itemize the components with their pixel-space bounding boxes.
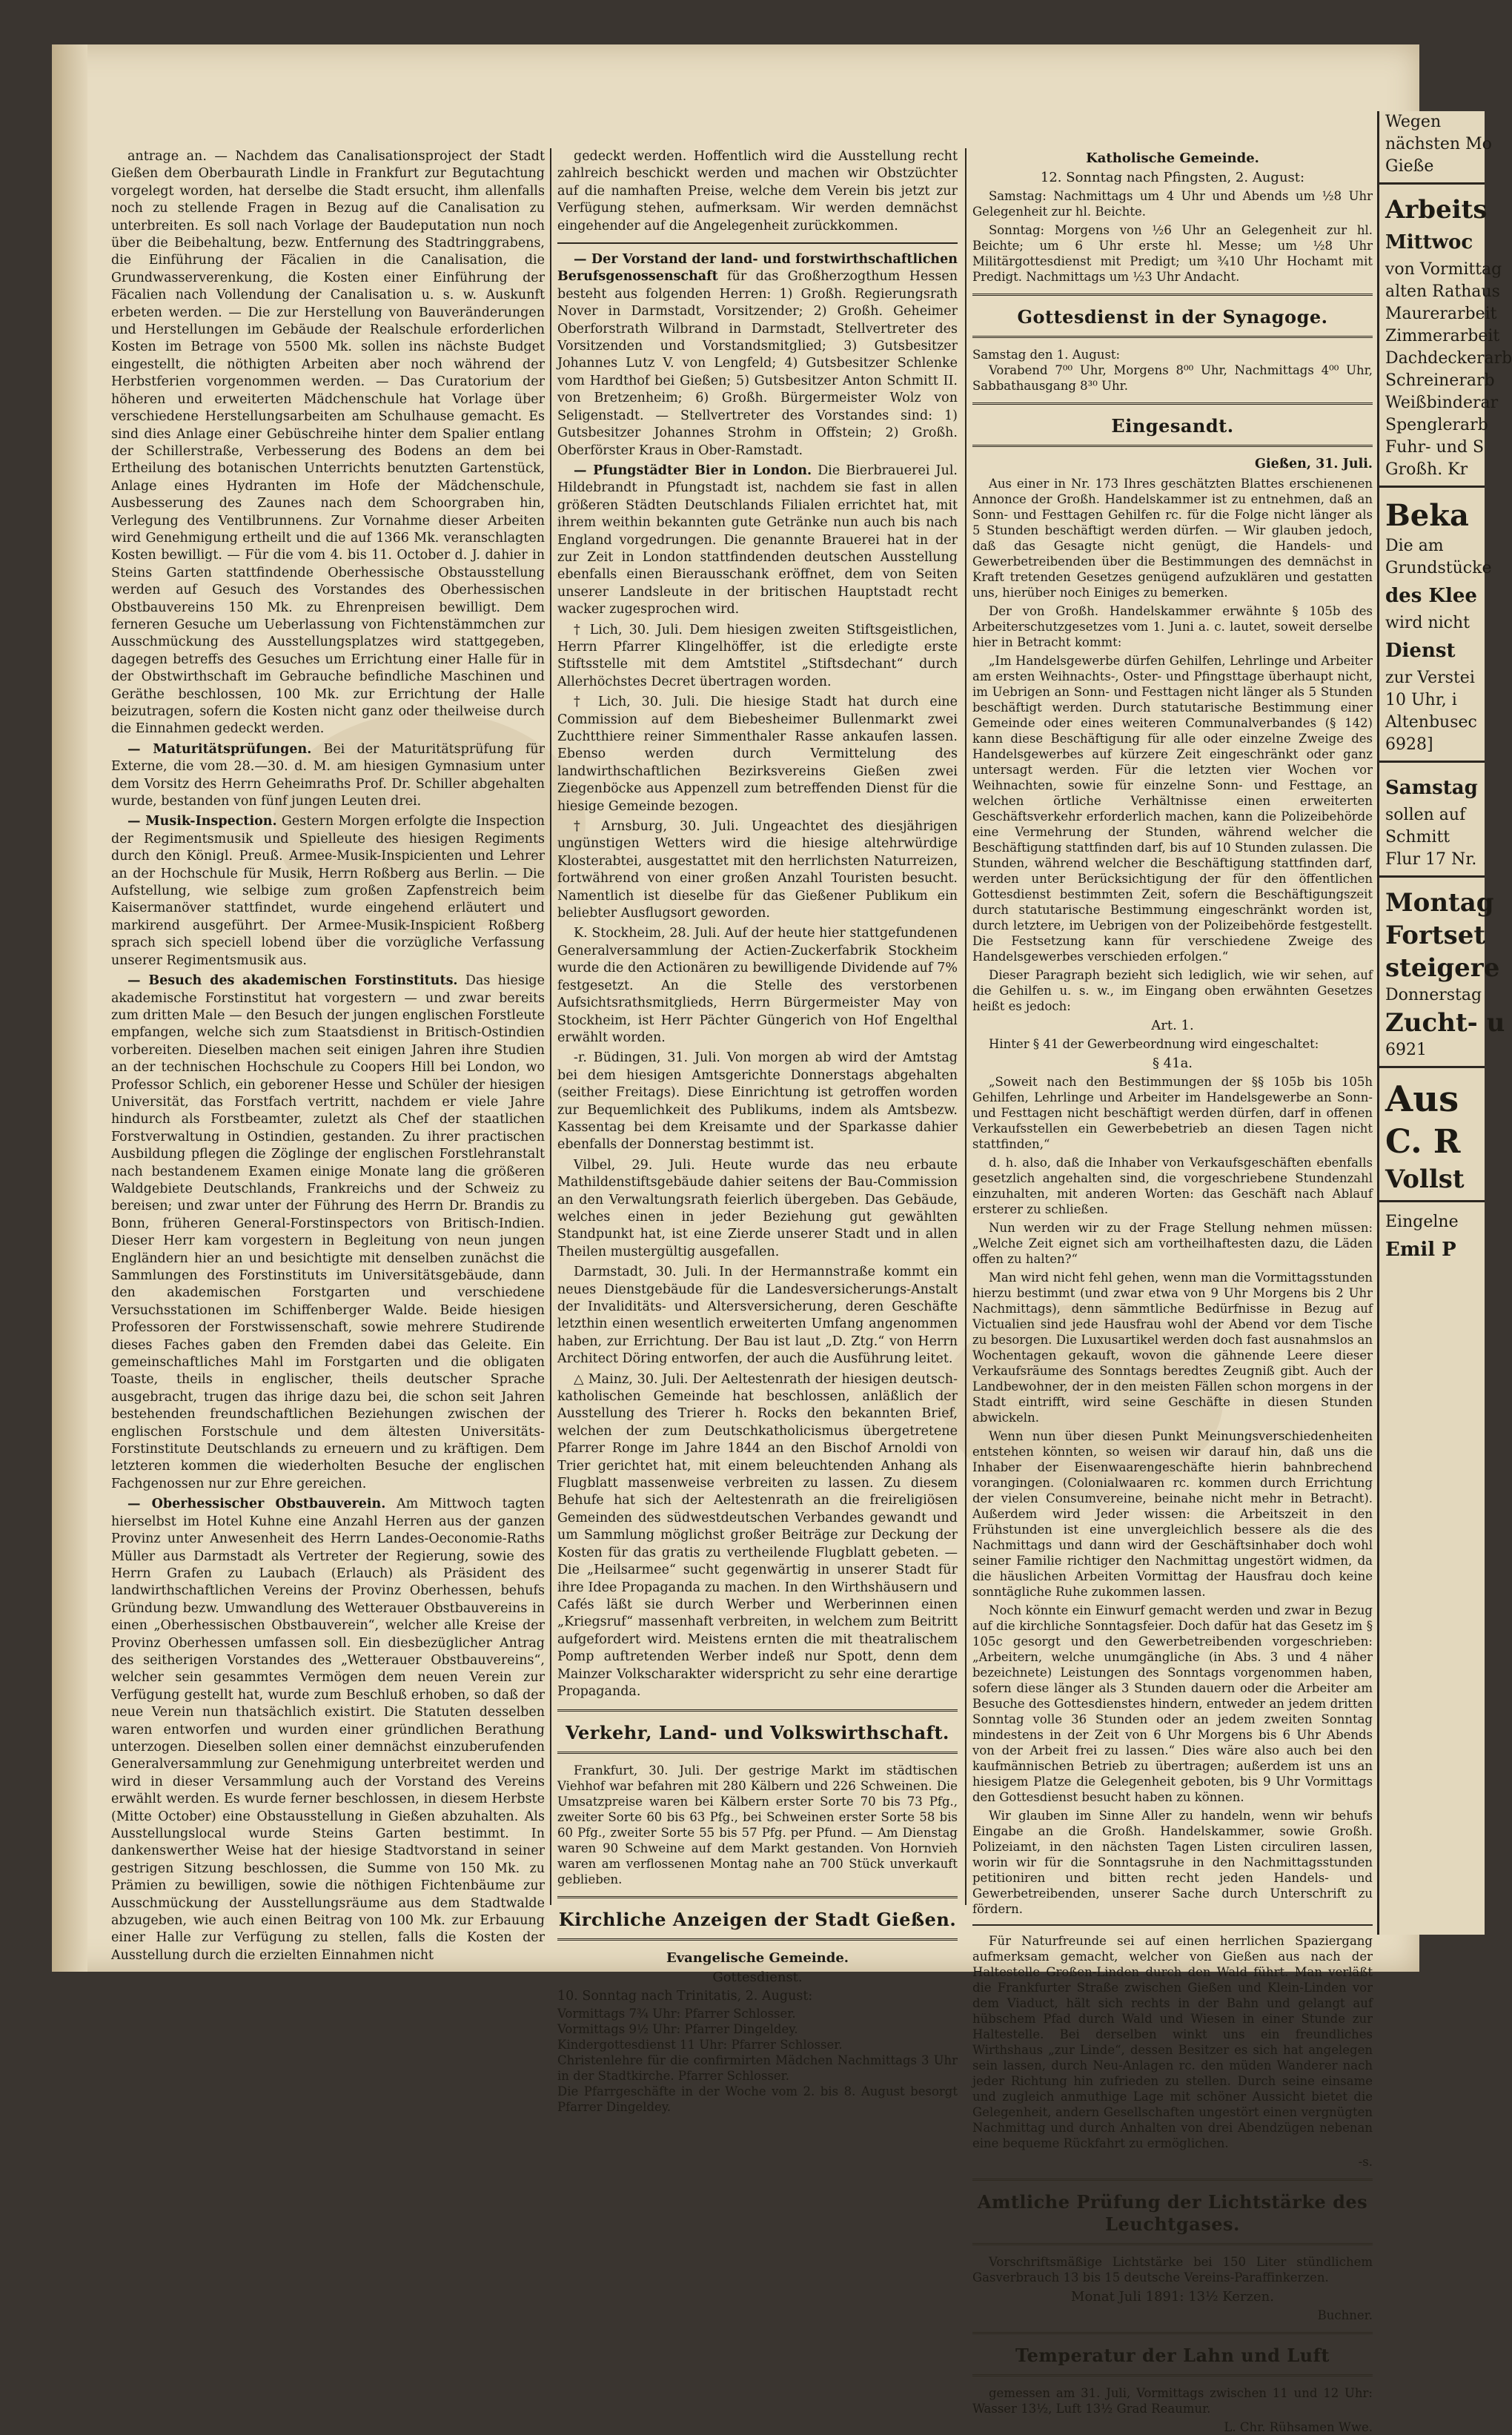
notice-text: gemessen am 31. Juli, Vormittags zwischen 11 und 12 Uhr: Wasser 13½, Luft 13½ Grad Reaumur.: [972, 2386, 1373, 2416]
letter-text: Der von Großh. Handelskammer erwähnte § 105b des Arbeiterschutzgesetzes vom 1. Juni a. c. lautet, soweit derselbe hier in Betracht kommt:: [972, 604, 1373, 650]
kirche-section: [557, 1896, 958, 1941]
column-2: [557, 148, 958, 2114]
article-heading: — Musik-Inspection.: [127, 814, 277, 829]
edge-heading: C. R: [1385, 1123, 1461, 1161]
article-buedingen: -r. Büdingen, 31. Juli. Von morgen ab wird der Amtstag bei dem hiesigen Amtsgerichte Donnerstags abgehalten (seither Freitags). Diese Einrichtung ist getroffen worden zur Bequemlichkeit des Publikums, indem als Amtsbezw. Kassentag bei dem Kreisamte und der Sparkasse dahier ebenfalls der Donnerstag bestimmt ist.: [557, 1050, 958, 1153]
column-rule: [965, 148, 966, 1905]
edge-text: wird nicht: [1385, 614, 1470, 632]
edge-text: 6921: [1385, 1041, 1427, 1059]
section-heading: Temperatur der Lahn und Luft: [1015, 2345, 1330, 2367]
column-3: [972, 148, 1373, 2435]
article-stockheim: K. Stockheim, 28. Juli. Auf der heute hier stattgefundenen Generalversammlung der Actien-Zuckerfabrik Stockheim wurde die den Actionären zu bewilligende Dividende auf 7% festgesetzt. An die Stelle des verstorbenen Aufsichtsrathsmitglieds, Herrn Bürgermeister May von Stockheim, ist Herr Pächter Güngerich von Hof Engelthal erwählt worden.: [557, 926, 958, 1045]
edge-text: alten Rathaus: [1385, 282, 1500, 301]
eingesandt-section: [972, 402, 1373, 447]
verkehr-section: [557, 1709, 958, 1754]
article-lich-2: † Lich, 30. Juli. Die hiesige Stadt hat durch eine Commission auf dem Biebesheimer Bullenmarkt zwei Zuchtthiere reiner Simmenthaler Rasse ankaufen lassen. Ebenso werden durch Vermittelung des landwirthschaftlichen Bezirksvereins Gießen zwei Ziegenböcke aus Appenzell zum betreffenden Dienst für die hiesige Gemeinde bezogen.: [557, 695, 958, 814]
paragraph-number: § 41a.: [1152, 1056, 1193, 1072]
edge-text: Großh. Kr: [1385, 460, 1468, 479]
edge-text: Dachdeckerarb: [1385, 349, 1512, 368]
edge-rule: [1379, 1066, 1485, 1073]
article-vilbel: Vilbel, 29. Juli. Heute wurde das neu erbaute Mathildenstiftsgebäude dahier seitens der Bau-Commission an den Verwaltungsrath feierlich übergeben. Das Gebäude, welches einen in jeder Beziehung gut gewählten Standpunkt hat, ist eine Zierde unserer Stadt und in allen Theilen mustergültig ausgefallen.: [557, 1157, 958, 1259]
article-musik: [111, 813, 545, 970]
edge-text: 10 Uhr, i: [1385, 691, 1457, 709]
article-body: Das hiesige akademische Forstinstitut hat vorgestern — und zwar bereits zum dritten Male — den Besuch der jungen englischen Forstleute empfangen, welche sich zum Staatsdienst in Britisch-Ostindien vorbereiten. Dieselben machen seit einigen Jahren ihre Studien an der technischen Hochschule zu Coopers Hill bei London, wo Professor Schlich, ein geborener Hesse und Schüler der hiesigen Universität, das Forstfach vertritt, nachdem er viele Jahre hindurch als Forstbeamter, zuletzt als Chef der staatlichen Forstverwaltung in Ostindien, gestanden. Zu ihrer practischen Ausbildung pflegen die Zöglinge der englischen Forstlehranstalt nach bestandenem Examen einige Monate lang die größeren Waldgebiete Deutschlands, Frankreichs und der Schweiz zu bereisen; und zwar unter der Führung des Herrn Dr. Brandis zu Bonn, früheren General-Forstinspectors von Britisch-Indien. Dieser Herr kam vorgestern in Begleitung von neun jungen Engländern hier an und besichtigte mit denselben zunächst die Sammlungen des Forstinstituts im Universitätsgebäude, dann den akademischen Forstgarten und verschiedene Versuchsstationen im Schiffenberger Walde. Beide hiesigen Professoren der Forstwissenschaft, sowie mehrere Studirende dieses Faches gaben den Fremden dabei das Geleite. Ein gemeinschaftliches Mahl im Forstgarten und die obligaten Toaste, theils in englischer, theils deutscher Sprache ausgebracht, trugen das ihrige dazu bei, die schon seit Jahren bestehenden freundschaftlichen Beziehungen zwischen der englischen Forstschule und dem ältesten Universitäts-Forstinstitute Deutschlands zu erneuern und zu kräftigen. Dem letzteren kommen die wiederholten Besuche der englischen Fachgenossen nur zur Ehre gereichen.: [111, 973, 545, 1491]
service-item: Die Pfarrgeschäfte in der Woche vom 2. bis 8. August besorgt Pfarrer Dingeldey.: [557, 2084, 958, 2114]
edge-heading: Zucht- u: [1385, 1008, 1505, 1038]
letter-text: Hinter § 41 der Gewerbeordnung wird eingeschaltet:: [989, 1037, 1319, 1052]
service-date: 10. Sonntag nach Trinitatis, 2. August:: [557, 1989, 813, 2004]
section-heading: Eingesandt.: [1111, 415, 1234, 437]
edge-rule: [1379, 875, 1485, 882]
edge-heading: Arbeits: [1385, 195, 1488, 225]
temperatur-section: [972, 2332, 1373, 2376]
subheading: Katholische Gemeinde.: [1086, 150, 1259, 166]
signature: Buchner.: [1317, 2308, 1373, 2323]
article-text: gedeckt werden. Hoffentlich wird die Ausstellung recht zahlreich beschickt werden und machen wir Obstzüchter auf die namhaften Preise, welche dem Verein bis jetzt zur Verfügung stehen, aufmerksam. Wir werden demnächst eingehender auf die Angelegenheit zurückkommen.: [557, 149, 958, 233]
notice-text: Vorschriftsmäßige Lichtstärke bei 150 Liter stündlichem Gasverbrauch 13 bis 15 deutsche Vereins-Paraffinkerzen.: [972, 2255, 1373, 2285]
edge-heading: Aus: [1385, 1079, 1459, 1120]
separator: [557, 242, 958, 244]
edge-text: Schreinerarb: [1385, 371, 1495, 390]
letter-text: Für Naturfreunde sei auf einen herrlichen Spaziergang aufmerksam gemacht, welcher von Gießen aus nach der Haltestelle Großen-Linden durch den Wald führt. Man verläßt die Frankfurter Straße zwischen Gießen und Klein-Linden vor dem Viaduct, hält sich rechts in der Bahn und gelangt auf hübschem Pfad durch Wald und Wiesen in einer Stunde zur Haltestelle. Bei derselben winkt uns ein freundliches Wirthshaus „zur Linde“, dessen Besitzer es sich hat angelegen sein lassen, durch Neu-Anlagen rc. den müden Wanderer nach jeder Richtung hin zufrieden zu stellen. Durch seine einsame und zugleich anmuthige Lage mit schöner Aussicht bietet die Gelegenheit, andern Gesellschaften ungestört einen vergnügten Nachmittag und durch Anhalten von drei Abendzügen nebenan eine bequeme Rückfahrt zu ermöglichen.: [972, 1934, 1373, 2151]
article-darmstadt: Darmstadt, 30. Juli. In der Hermannstraße kommt ein neues Dienstgebäude für die Landesversicherungs-Anstalt der Invaliditäts- und Altersversicherung, deren Geschäfte letzthin einen wesentlich erweiterten Umfang angenommen haben, zur Errichtung. Der Bau ist laut „D. Ztg.“ von Herrn Architect Döring entworfen, der auch die Ausführung leitet.: [557, 1265, 958, 1367]
edge-rule: [1379, 1200, 1485, 1207]
letter-quote: „Im Handelsgewerbe dürfen Gehilfen, Lehrlinge und Arbeiter am ersten Weihnachts-, Oster- und Pfingsttage überhaupt nicht, im Uebrigen an Sonn- und Festtagen nicht länger als 5 Stunden beschäftigt werden. Durch statutarische Bestimmung einer Gemeinde oder eines weiteren Communalverbandes (§ 142) kann diese Beschäftigung für alle oder einzelne Zweige des Handelsgewerbes auf kürzere Zeit eingeschränkt oder ganz untersagt werden. Für die letzten vier Wochen vor Weihnachten, sowie für einzelne Sonn- und Festtage, an welchen örtliche Verhältnisse einen erweiterten Geschäftsverkehr erforderlich machen, kann die Polizeibehörde eine Vermehrung der Stunden, während welcher die Beschäftigung stattfinden darf, bis auf 10 Stunden zulassen. Die Stunden, während welcher die Beschäftigung stattfinden darf, werden unter Berücksichtigung der für den öffentlichen Gottesdienst bestimmten Zeit, sofern die Beschäftigungszeit durch statutarische Bestimmung eingeschränkt worden ist, durch letztere, im Uebrigen von der Polizeibehörde festgestellt. Die Festsetzung kann für verschiedene Zweige des Handelsgewerbes verschieden erfolgen.“: [972, 654, 1373, 964]
letter-text: Man wird nicht fehl gehen, wenn man die Vormittagsstunden hierzu bestimmt (und zwar etwa von 9 Uhr Morgens bis 2 Uhr Nachmittags), denn sämmtliche Bedürfnisse in Bezug auf Victualien sind jede Hausfrau wohl der Abend vor dem Tische zu besorgen. Die Luxusartikel werden doch fast ausnahmslos an Wochentagen gekauft, wovon die gähnende Leere dieser Verkaufsräume des Sonntags beredtes Zeugniß gibt. Auch der Landbewohner, der in den meisten Fällen schon morgens in der Stadt eintrifft, wird seine Geschäfte in diesen Stunden abwickeln.: [972, 1270, 1373, 1425]
article-number: Art. 1.: [1151, 1018, 1194, 1034]
synagoge-section: [972, 294, 1373, 338]
page-gutter: [52, 44, 87, 1972]
edge-heading: des Klee: [1385, 585, 1477, 607]
edge-text: Schmitt: [1385, 828, 1450, 847]
letter-text: d. h. also, daß die Inhaber von Verkaufsgeschäften ebenfalls gesetzlich angehalten sind, die vorgeschriebene Stundenzahl einzuhalten, mit anderen Worten: das Geschäft nach Ablauf ersterer zu schließen.: [972, 1156, 1373, 1217]
edge-text: Spenglerarb: [1385, 416, 1488, 434]
article-body: Die Bierbrauerei Jul. Hildebrandt in Pfungstadt ist, nachdem sie fast in allen größeren Städten Deutschlands Filialen errichtet hat, mit ihrem weithin bekannten gute Getränke nun auch bis nach England vorgedrungen. Die genannte Brauerei hat in der zur Zeit in London stattfindenden deutschen Ausstellung ebenfalls einen Bierausschank eröffnet, dem von Seiten unserer Landsleute in der britischen Hauptstadt recht wacker zugesprochen wird.: [557, 463, 958, 617]
service-item: Kindergottesdienst 11 Uhr: Pfarrer Schlosser.: [557, 2037, 843, 2052]
edge-heading: Beka: [1385, 498, 1469, 533]
article-berufsgenossenschaft: [557, 251, 958, 460]
article-mainz: △ Mainz, 30. Juli. Der Aeltestenrath der hiesigen deutsch-katholischen Gemeinde hat beschlossen, anläßlich der Ausstellung des Trierer h. Rocks den bekannten Brief, welchen der zum Deutschkatholicismus übergetretene Pfarrer Ronge im Jahre 1844 an den Bischof Arnoldi von Trier gerichtet hat, mit einem beleuchtenden Anhang als Flugblatt massenweise verbreiten zu lassen. Zu diesem Behufe hat sich der Aeltestenrath an die freireligiösen Gemeinden des südwestdeutschen Verbandes gewandt und um Sammlung möglichst großer Beiträge zur Deckung der Kosten für das gratis zu vertheilende Flugblatt gebeten. — Die „Heilsarmee“ sucht gegenwärtig in unserer Stadt für ihre Idee Propaganda zu machen. In den Wirthshäusern und Cafés läßt sie durch Werber und Werberinnen einen „Kriegsruf“ massenhaft verbreiten, in welchem zum Beitritt aufgefordert wird. Meistens ernten die mit theatralischem Pomp auftretenden Werber indeß nur Spott, denn dem Mainzer Volkscharakter widerspricht zu sehr eine derartige Propaganda.: [557, 1371, 958, 1699]
section-heading: Amtliche Prüfung der Lichtstärke des Leuchtgases.: [977, 2191, 1368, 2236]
article-frankfurt: Frankfurt, 30. Juli. Der gestrige Markt im städtischen Viehhof war befahren mit 280 Kälbern und 226 Schweinen. Die Umsatzpreise waren bei Kälbern erster Sorte 70 bis 73 Pfg., zweiter Sorte 60 bis 63 Pfg., bei Schweinen erster Sorte 58 bis 60 Pfg., zweiter Sorte 55 bis 57 Pfg. per Pfund. — Am Dienstag waren 90 Schweine auf dem Markt gestanden. Von Hornvieh waren am verflossenen Montag nahe an 700 Stück unverkauft geblieben.: [557, 1763, 958, 1887]
edge-text: Flur 17 Nr.: [1385, 850, 1477, 869]
article-text: antrage an. — Nachdem das Canalisationsproject der Stadt Gießen dem Oberbaurath Lindle in Frankfurt zur Begutachtung vorgelegt worden, hat derselbe die Stadt ersucht, ihm allenfalls noch zu stellende Fragen in Bezug auf die Canalisation zu unterbreiten. Es soll nach Vorlage der Baudeputation nun noch über die Beibehaltung, bezw. Entfernung des Stadtringgrabens, die Einführung der Fäcalien in die Canalisation, die Grundwasserverenkung, die Kosten einer Einführung der Fäcalien nach Vollendung der Canalisation u. s. w. Auskunft erbeten werden. — Die zur Herstellung von Bauveränderungen und Herstellungen im Gebäude der Realschule erforderlichen Kosten im Betrage von 5500 Mk. sollen ins nächste Budget eingestellt, die nöthigten Arbeiten aber noch während der Herbstferien vorgenommen werden. — Das Curatorium der höheren und erweiterten Mädchenschule hat Vorlage über verschiedene Herstellungsarbeiten am Schulhause gemacht. Es sind dies Anlage einer Gebüschreihe hinter dem Spalier entlang der Schillerstraße, Verbesserung des Bodens an dem bei Ertheilung des botanischen Unterrichts benutzten Gartenstück, Anlage eines Hydranten im Hofe der Mädchenschule, Ausbesserung des Zaunes nach dem Schoorgraben hin, Verlegung des Ventilbrunnens. Zur Vornahme dieser Arbeiten wird Genehmigung ertheilt und die auf 1366 Mk. veranschlagten Kosten bewilligt. — Für die vom 4. bis 11. October d. J. dahier in Steins Garten stattfindende Oberhessische Obstausstellung werden auf Gesuch des Vorstandes des Oberhessischen Obstbauvereins 150 Mk. zu Ehrenpreisen bewilligt. Dem ferneren Gesuche um Ueberlassung von Fichtenstämmchen zur Ausschmückung des Ausstellungsplatzes wird stattgegeben, dagegen betreffs des Gesuches um Errichtung einer Halle für in der Obstwirthschaft im Gebrauche befindliche Maschinen und Geräthe beschlossen, 100 Mk. zur Errichtung der Halle beizutragen, sofern die Kosten nicht ganz oder theilweise durch die Einnahmen gedeckt werden.: [111, 149, 545, 737]
lichtstaerke-section: [972, 2179, 1373, 2245]
article-body: Am Mittwoch tagten hierselbst im Hotel Kuhne eine Anzahl Herren aus der ganzen Provinz unter Anwesenheit des Herrn Landes-Oeconomie-Raths Müller aus Darmstadt als Vertreter der Regierung, sowie des Herrn Grafen zu Laubach (Erlauch) als Präsident des landwirthschaftlichen Vereins der Provinz Oberhessen, behufs Gründung bezw. Umwandlung des Wetterauer Obstbauvereins in einen „Oberhessischen Obstbauverein“, welcher alle Kreise der Provinz Oberhessen umfassen soll. Ein diesbezüglicher Antrag des seitherigen Vorstandes des „Wetterauer Obstbauvereins“, welcher sein gesammtes Vermögen dem neuen Verein zur Verfügung gestellt hat, wurde zum Beschluß erhoben, so daß der neue Verein nun thatsächlich existirt. Die Statuten desselben waren entworfen und wurden einer gründlichen Berathung unterzogen. Dieselben sollen einer demnächst einzuberufenden Generalversammlung zur Genehmigung unterbreitet werden und wird in dieser Versammlung auch der Vorstand des Vereins erwählt werden. Es wurde ferner beschlossen, in diesem Herbste (Mitte October) eine Obstausstellung in Gießen abzuhalten. Als Ausstellungslocal wurde Steins Garten bestimmt. In dankenswerther Weise hat der hiesige Stadtvorstand in seiner gestrigen Sitzung beschlossen, die Summe von 150 Mk. zu Prämien zu bewilligen, sowie die nöthigen Fichtenbäume zur Ausschmückung der Ausstellungsräume aus dem Stadtwalde abzugeben, wie auch einen Beitrag von 100 Mk. zur Erbauung einer Halle zur Verfügung zu stellen, falls die Kosten der Ausstellung durch die erzielten Einnahmen nicht: [111, 1497, 545, 1963]
letter-text: Aus einer in Nr. 173 Ihres geschätzten Blattes erschienenen Annonce der Großh. Handelskammer ist zu entnehmen, daß an Sonn- und Festtagen Gehilfen rc. für die Folge nicht länger als 5 Stunden beschäftigt werden dürfen. — Wir glauben jedoch, daß das Gesagte nicht genügt, die Handels- und Gewerbetreibenden über die Bestimmungen des demnächst in Kraft tretenden Gesetzes genügend aufzuklären und gestatten uns, hierüber noch Einiges zu bemerken.: [972, 477, 1373, 600]
subheading: Evangelische Gemeinde.: [666, 1950, 849, 1967]
article-body: Gestern Morgen erfolgte die Inspection der Regimentsmusik und Spielleute des hiesigen Regiments durch den Königl. Preuß. Armee-Musik-Inspicienten und Lehrer an der Hochschule für Musik, Herrn Roßberg aus Berlin. — Die Aufstellung, wie selbige zum großen Zapfenstreich beim Kaisermanöver stattfindet, wurde eingehend erläutert und markirend ausgeführt. Der Armee-Musik-Inspicient Roßberg sprach sich speciell lobend über die vorzügliche Verfassung unserer Regimentsmusik aus.: [111, 814, 545, 968]
article-forstinstitut: [111, 973, 545, 1493]
article-heading: — Besuch des akademischen Forstinstituts.: [127, 973, 458, 989]
letter-text: Wir glauben im Sinne Aller zu handeln, wenn wir behufs Eingabe an die Großh. Handelskammer, sowie Großh. Polizeiamt, in den nächsten Tagen Listen circuliren lassen, worin wir für die Sonntagsruhe in den Nachmittagsstunden petitioniren und bitten recht jeden Handels- und Gewerbetreibenden, unserer Sache durch Unterschrift zu fördern.: [972, 1809, 1373, 1917]
article-heading: — Oberhessischer Obstbauverein.: [127, 1497, 386, 1512]
article-heading: — Maturitätsprüfungen.: [127, 741, 312, 757]
edge-text: Weißbinderar: [1385, 394, 1499, 412]
edge-text: Fuhr- und S: [1385, 438, 1485, 457]
letter-text: Nun werden wir zu der Frage Stellung nehmen müssen: „Welche Zeit eignet sich am vortheilhaftesten dazu, die Läden offen zu halten?“: [972, 1221, 1373, 1267]
article-heading: — Pfungstädter Bier in London.: [574, 463, 812, 478]
separator: [972, 1924, 1373, 1926]
edge-text: 6928]: [1385, 735, 1433, 754]
edge-text: Die am: [1385, 537, 1444, 555]
edge-heading: Fortset: [1385, 921, 1486, 950]
service-date: 12. Sonntag nach Pfingsten, 2. August:: [1040, 170, 1305, 185]
signature: L. Chr. Rühsamen Wwe.: [1224, 2420, 1373, 2435]
article-arnsburg: † Arnsburg, 30. Juli. Ungeachtet des diesjährigen ungünstigen Wetters wird die hiesige altehrwürdige Klosterabtei, ausgestattet mit den herrlichsten Naturreizen, fortwährend von einer großen Anzahl Touristen besucht. Namentlich ist dieselbe für das Gießener Publikum ein beliebter Ausflugsort geworden.: [557, 819, 958, 921]
edge-text: Altenbusec: [1385, 713, 1477, 732]
letter-text: Noch könnte ein Einwurf gemacht werden und zwar in Bezug auf die kirchliche Sonntagsfeier. Doch dafür hat das Gesetz im § 105c gesorgt und den Gewerbetreibenden vorgeschrieben: „Arbeitern, welche unumgängliche (in Abs. 3 und 4 näher bezeichnete) Leistungen des Sonntags vorgenommen haben, sofern diese länger als 3 Stunden dauern oder die Arbeiter am Besuche des Gottesdienstes hindern, entweder an jedem dritten Sonntag volle 36 Stunden oder an jedem zweiten Sonntag mindestens in der Zeit von 6 Uhr Morgens bis 6 Uhr Abends von der Arbeit frei zu lassen.“ Dies wäre also auch bei den kaufmännischen Betrieb zu übertragen; außerdem ist uns an hiesigem Platze die Gelegenheit geboten, bis 9 Uhr Vormittags den Gottesdienst besucht haben zu können.: [972, 1603, 1373, 1805]
column-rule: [550, 148, 551, 1905]
edge-text: zur Verstei: [1385, 669, 1475, 687]
article-pfungstadt: [557, 463, 958, 619]
edge-text: Gieße: [1385, 157, 1434, 176]
letter-text: Dieser Paragraph bezieht sich lediglich, wie wir sehen, auf die Gehilfen u. s. w., im Eingang oben erwähnten Gesetzes heißt es jedoch:: [972, 968, 1373, 1014]
edge-text: Eingelne: [1385, 1213, 1459, 1231]
service-item: Vormittags 7¾ Uhr: Pfarrer Schlosser.: [557, 2006, 796, 2021]
edge-text: von Vormittag: [1385, 260, 1502, 279]
service-item: Samstag: Nachmittags um 4 Uhr und Abends um ½8 Uhr Gelegenheit zur hl. Beichte.: [972, 189, 1373, 219]
article-body: für das Großherzogthum Hessen besteht aus folgenden Herren: 1) Großh. Regierungsrath Nover in Darmstadt, Vorsitzender; 2) Großh. Geheimer Oberforstrath Wilbrand in Darmstadt, Stellvertreter des Vorsitzenden und Vorstandsmitglied; 3) Gutsbesitzer Johannes Lutz V. von Lengfeld; 4) Gutsbesitzer Schlenke vom Hardthof bei Gießen; 5) Gutsbesitzer Anton Schmitt II. von Bretzenheim; 6) Großh. Bürgermeister Wolz von Seligenstadt. — Stellvertreter des Vorstandes sind: 1) Gutsbesitzer Johannes Strohm in Offstein; 2) Großh. Oberförster Kraus in Ober-Ramstadt.: [557, 269, 958, 458]
signature: -s.: [1358, 2155, 1373, 2170]
column-1: [111, 148, 545, 1963]
service-date: Samstag den 1. August:: [972, 348, 1121, 362]
edge-text: Wegen: [1385, 113, 1442, 131]
edge-heading: Emil P: [1385, 1239, 1456, 1261]
section-heading: Verkehr, Land- und Volkswirthschaft.: [566, 1722, 949, 1744]
service-item: Vorabend 7⁰⁰ Uhr, Morgens 8⁰⁰ Uhr, Nachmittags 4⁰⁰ Uhr, Sabbathausgang 8³⁰ Uhr.: [972, 363, 1373, 393]
section-heading: Kirchliche Anzeigen der Stadt Gießen.: [558, 1909, 957, 1931]
edge-text: nächsten Mo: [1385, 135, 1492, 153]
article-obstbauverein: [111, 1496, 545, 1964]
dateline: Gießen, 31. Juli.: [1255, 457, 1373, 471]
subheading: Gottesdienst.: [712, 1969, 803, 1986]
edge-text: Zimmerarbeit: [1385, 327, 1500, 345]
adjacent-page-edge: [1377, 111, 1512, 1935]
edge-text: Grundstücke: [1385, 559, 1492, 577]
service-item: Christenlehre für die confirmirten Mädchen Nachmittags 3 Uhr in der Stadtkirche. Pfarrer Schlosser.: [557, 2053, 958, 2083]
notice-value: Monat Juli 1891: 13½ Kerzen.: [1071, 2289, 1274, 2305]
service-item: Vormittags 9½ Uhr: Pfarrer Dingeldey.: [557, 2021, 798, 2036]
edge-rule: [1379, 486, 1485, 492]
article-body: Bei der Maturitätsprüfung für Externe, die vom 28.—30. d. M. am hiesigen Gymnasium unter dem Vorsitz des Herrn Geheimraths Prof. Dr. Schiller abgehalten wurde, bestanden von fünf jungen Leuten drei.: [111, 741, 545, 809]
service-item: Sonntag: Morgens von ½6 Uhr an Gelegenheit zur hl. Beichte; um 6 Uhr erste hl. Messe; um ½8 Uhr Militärgottesdienst mit Predigt; um ¾10 Uhr Hochamt mit Predigt. Nachmittags um ½3 Uhr Andacht.: [972, 223, 1373, 284]
edge-text: Donnerstag: [1385, 986, 1482, 1004]
edge-rule: [1379, 761, 1485, 767]
article-lich-1: † Lich, 30. Juli. Dem hiesigen zweiten Stiftsgeistlichen, Herrn Pfarrer Klingelhöffer, ist die erledigte erste Stiftsstelle mit dem Amtstitel „Stiftsdechant“ durch Allerhöchstes Decret übertragen worden.: [557, 622, 958, 689]
letter-text: Wenn nun über diesen Punkt Meinungsverschiedenheiten entstehen könnten, so weisen wir darauf hin, daß uns die Inhaber der Eisenwaarengeschäfte hierin bahnbrechend vorangingen. (Colonialwaaren rc. kommen durch Errichtung der vielen Consumvereine, beinahe nicht mehr in Betracht). Außerdem wird Jeder wissen: die Arbeitszeit in den Frühstunden ist eine unvergleichlich bessere als die des Nachmittags und dann wird der Geschäftsinhaber doch wohl seiner Familie richtiger den Nachmittag ungestört widmen, da die häuslichen Arbeiten Vormittag der Hausfrau doch keine sonntägliche Ruhe zukommen lassen.: [972, 1429, 1373, 1600]
edge-text: Maurerarbeit: [1385, 305, 1497, 323]
edge-heading: Dienst: [1385, 640, 1456, 662]
edge-heading: Samstag: [1385, 777, 1478, 799]
section-heading: Gottesdienst in der Synagoge.: [1017, 306, 1328, 328]
edge-heading: Montag: [1385, 888, 1494, 918]
article-maturitaet: [111, 741, 545, 811]
article-heading: — Der Vorstand der land- und forstwirthschaftlichen Berufsgenossenschaft: [557, 252, 958, 285]
edge-heading: Mittwoc: [1385, 231, 1473, 254]
edge-heading: Vollst: [1385, 1165, 1465, 1194]
letter-quote: „Soweit nach den Bestimmungen der §§ 105b bis 105h Gehilfen, Lehrlinge und Arbeiter im Handelsgewerbe an Sonn- und Festtagen nicht beschäftigt werden dürfen, darf in offenen Verkaufsstellen ein Gewerbebetrieb an diesen Tagen nicht stattfinden,“: [972, 1075, 1373, 1152]
edge-rule: [1379, 182, 1485, 189]
edge-text: sollen auf: [1385, 806, 1466, 824]
edge-heading: steigere: [1385, 953, 1500, 983]
